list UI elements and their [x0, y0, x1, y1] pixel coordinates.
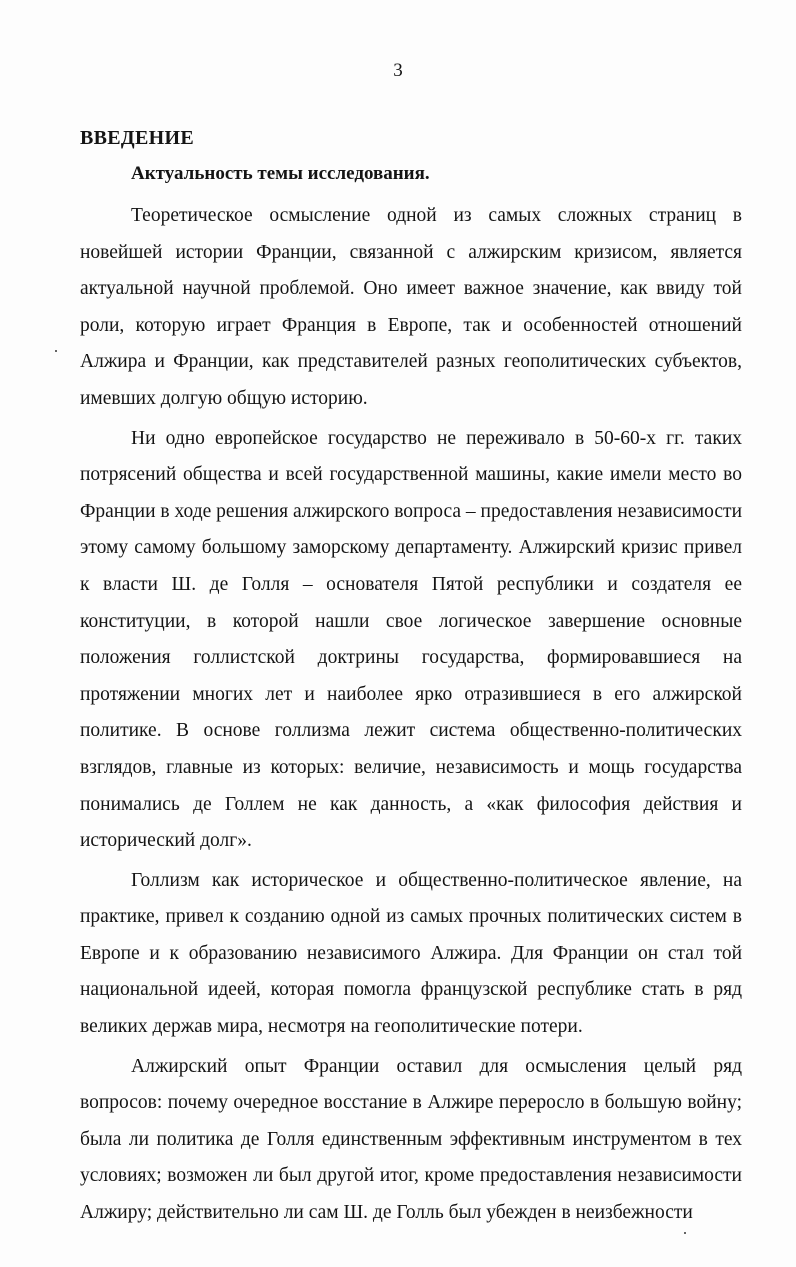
body-text: [80, 198, 742, 1232]
paragraph: Теоретическое осмысление одной из самых сложных страниц в новейшей истории Франции, связанной с алжирским кризисом, является актуальной научной проблемой. Оно имеет важное значение, как ввиду той роли, которую играет Франция в Европе, так и особенностей отношений Алжира и Франции, как представителей разных геополитических субъектов, имевших долгую общую историю.: [80, 205, 742, 409]
paragraph: Голлизм как историческое и общественно-политическое явление, на практике, привел к созданию одной из самых прочных политических систем в Европе и к образованию независимого Алжира. Для Франции он стал той национальной идеей, которая помогла французской республике стать в ряд великих держав мира, несмотря на геополитические потери.: [80, 869, 742, 1038]
page-number: 3: [393, 60, 403, 81]
section-heading: ВВЕДЕНИЕ: [80, 127, 194, 149]
scan-speck: [55, 350, 57, 352]
subsection-heading: Актуальность темы исследования.: [131, 163, 430, 184]
paragraph: Алжирский опыт Франции оставил для осмысления целый ряд вопросов: почему очередное восстание в Алжире переросло в большую войну; была ли политика де Голля единственным эффективным инструментом в тех условиях; возможен ли был другой итог, кроме предоставления независимости Алжиру; действительно ли сам Ш. де Голль был убежден в неизбежности: [80, 1055, 742, 1224]
paragraph: Ни одно европейское государство не переживало в 50-60-х гг. таких потрясений общества и всей государственной машины, какие имели место во Франции в ходе решения алжирского вопроса – предоставления независимости этому самому большому заморскому департаменту. Алжирский кризис привел к власти Ш. де Голля – основателя Пятой республики и создателя ее конституции, в которой нашли свое логическое завершение основные положения голлистской доктрины государства, формировавшиеся на протяжении многих лет и наиболее ярко отразившиеся в его алжирской политике. В основе голлизма лежит система общественно-политических взглядов, главные из которых: величие, независимость и мощь государства понимались де Голлем не как данность, а «как философия действия и исторический долг».: [80, 427, 742, 852]
scan-speck: [684, 1232, 686, 1234]
